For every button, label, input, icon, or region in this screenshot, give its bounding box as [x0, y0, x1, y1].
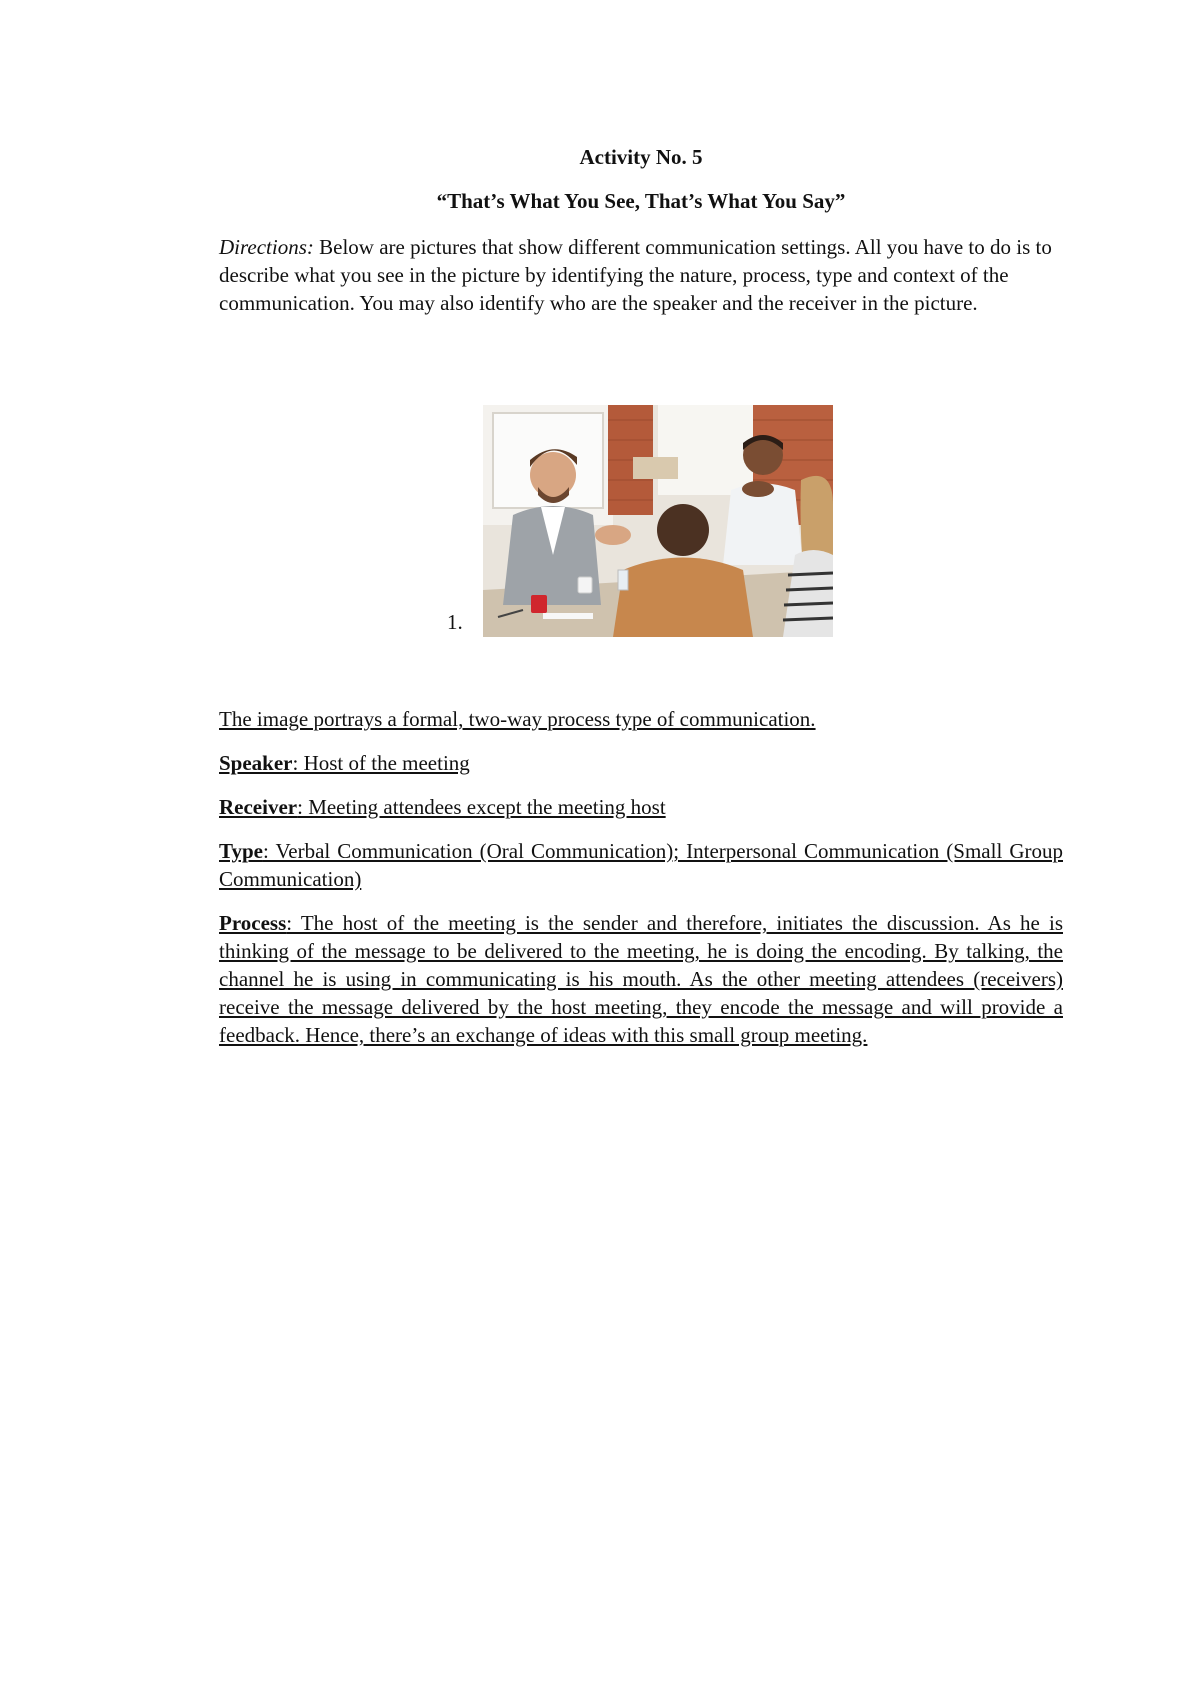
meeting-photo — [483, 405, 833, 637]
receiver-value: : Meeting attendees except the meeting host — [297, 795, 666, 819]
answer-summary: The image portrays a formal, two-way process type of communication. — [219, 707, 816, 731]
process-label: Process — [219, 911, 287, 935]
directions-text: Below are pictures that show different communication settings. All you have to do is to describe what you see in the picture by identifying the nature, process, type and context of the communication. You may also identify who are the speaker and the receiver in the picture. — [219, 235, 1052, 315]
speaker-label: Speaker — [219, 751, 293, 775]
answer-type — [219, 837, 1063, 893]
activity-title: Activity No. 5 — [579, 145, 703, 169]
directions-paragraph — [219, 233, 1063, 317]
speaker-value: : Host of the meeting — [292, 751, 470, 775]
receiver-label: Receiver — [219, 795, 298, 819]
activity-subtitle: “That’s What You See, That’s What You Say” — [436, 189, 846, 213]
answers-section — [219, 705, 1063, 1065]
type-value: : Verbal Communication (Oral Communication); Interpersonal Communication (Small Group Communication) — [219, 839, 1063, 891]
answer-speaker — [219, 749, 1063, 777]
picture-item — [219, 405, 1063, 637]
directions-lead: Directions: — [219, 235, 314, 259]
item-number: 1. — [447, 610, 463, 634]
process-value: : The host of the meeting is the sender and therefore, initiates the discussion. As he is thinking of the message to be delivered to the meeting, he is doing the encoding. By talking, the channel he is using in communicating is his mouth. As the other meeting attendees (receivers) receive the message delivered by the host meeting, they encode the message and will provide a feedback. Hence, there’s an exchange of ideas with this small group meeting. — [219, 911, 1063, 1047]
answer-receiver — [219, 793, 1063, 821]
answer-process — [219, 909, 1063, 1049]
type-label: Type — [219, 839, 263, 863]
